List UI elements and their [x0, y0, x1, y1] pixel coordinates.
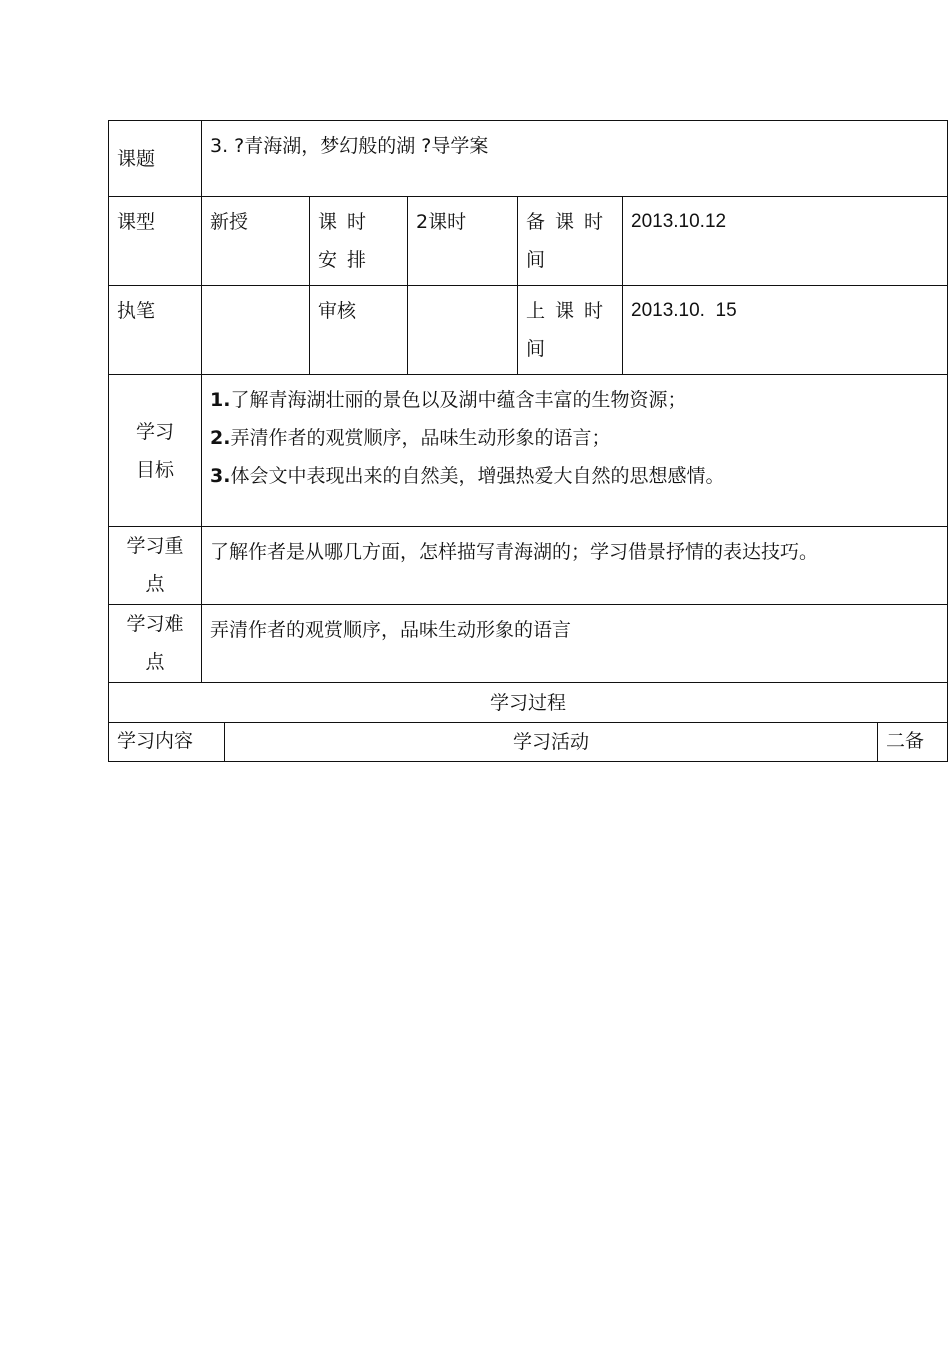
title-value: 3. ?青海湖，梦幻般的湖 ?导学案: [202, 121, 948, 197]
objective-number: 3.: [210, 465, 231, 487]
objective-text: 了解青海湖壮丽的景色以及湖中蕴含丰富的生物资源；: [230, 389, 687, 411]
prep-time-label: 备课时间: [518, 197, 623, 286]
review-label: 审核: [310, 286, 408, 375]
objectives-list: [202, 375, 948, 527]
lesson-info-table: [108, 120, 948, 723]
lesson-plan-table-wrapper: [108, 120, 948, 762]
objective-item: [210, 419, 939, 457]
col-activity-header: 学习活动: [225, 723, 878, 761]
objective-text: 弄清作者的观赏顺序，品味生动形象的语言；: [230, 427, 611, 449]
process-table: [108, 723, 948, 762]
objective-number: 1.: [210, 389, 231, 411]
type-label: 课型: [109, 197, 202, 286]
objectives-label: 学习目标: [109, 375, 202, 527]
focus-label: 学习重点: [109, 527, 202, 605]
class-time-value: 2013.10. 15: [623, 286, 948, 375]
objective-number: 2.: [210, 427, 231, 449]
author-label: 执笔: [109, 286, 202, 375]
focus-text: 了解作者是从哪几方面，怎样描写青海湖的；学习借景抒情的表达技巧。: [202, 527, 948, 605]
class-time-label: 上课时间: [518, 286, 623, 375]
author-value: [202, 286, 310, 375]
title-label: 课题: [109, 121, 202, 197]
review-value: [408, 286, 518, 375]
difficulty-label: 学习难点: [109, 605, 202, 683]
col-note-header: 二备: [878, 723, 948, 761]
prep-time-value: 2013.10.12: [623, 197, 948, 286]
hours-label: 课时安排: [310, 197, 408, 286]
objective-item: [210, 457, 939, 495]
col-content-header: 学习内容: [109, 723, 225, 761]
objective-item: [210, 381, 939, 419]
difficulty-text: 弄清作者的观赏顺序，品味生动形象的语言: [202, 605, 948, 683]
objective-text: 体会文中表现出来的自然美，增强热爱大自然的思想感情。: [230, 465, 725, 487]
process-title: 学习过程: [109, 683, 948, 723]
type-value: 新授: [202, 197, 310, 286]
hours-value: 2课时: [408, 197, 518, 286]
